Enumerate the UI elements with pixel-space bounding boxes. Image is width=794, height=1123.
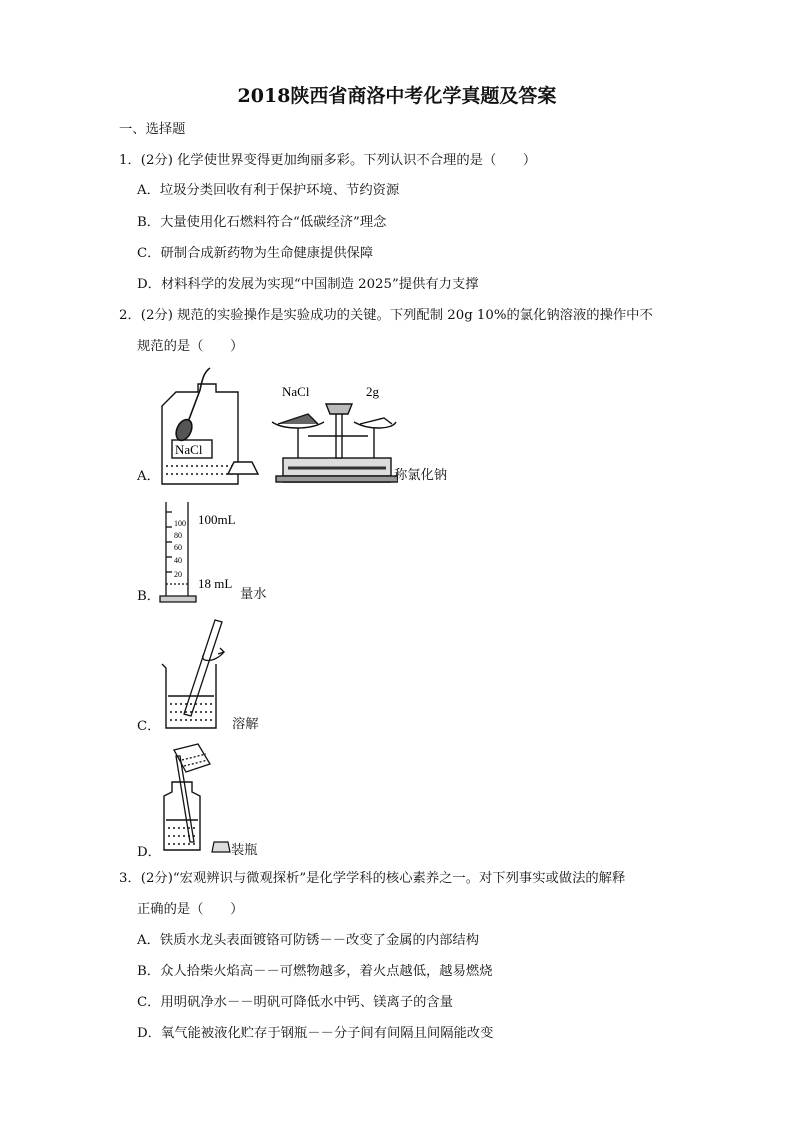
q2-option-c-letter: C． (137, 719, 161, 734)
tick-20: 20 (174, 570, 182, 579)
tick-40: 40 (174, 556, 182, 565)
reagent-bottle-icon (162, 384, 238, 484)
q2-option-d-letter: D． (137, 845, 161, 860)
beaker-stirring-figure (158, 618, 230, 738)
section-heading: 一、选择题 (119, 122, 186, 137)
graduated-cylinder-figure (158, 500, 246, 606)
q2-option-c-caption: 溶解 (232, 717, 259, 732)
q1-option-c: C．研制合成新药物为生命健康提供保障 (137, 246, 374, 261)
graduated-cylinder-icon (160, 502, 196, 602)
cylinder-bottom-label: 18 mL (198, 576, 233, 591)
pan-left-label: NaCl (282, 384, 310, 399)
q1-stem: 1．(2分) 化学使世界变得更加绚丽多彩。下列认识不合理的是（ ） (119, 153, 537, 168)
q3-option-c: C．用明矾净水－－明矾可降低水中钙、镁离子的含量 (137, 995, 454, 1010)
bottle-label: NaCl (175, 442, 203, 457)
spoon-icon (173, 368, 210, 443)
q3-option-a: A．铁质水龙头表面镀铬可防锈－－改变了金属的内部结构 (137, 933, 480, 948)
q2-option-d-caption: 装瓶 (231, 843, 258, 858)
q3-option-b: B．众人拾柴火焰高－－可燃物越多，着火点越低，越易燃烧 (137, 964, 493, 979)
weighing-figure (158, 366, 398, 488)
q2-option-a-letter: A． (137, 469, 160, 484)
balance-icon (272, 404, 398, 482)
q2-option-b-caption: 量水 (240, 587, 267, 602)
pouring-beaker-icon (174, 744, 210, 772)
glass-rod-icon (184, 620, 224, 716)
q1-option-a: A．垃圾分类回收有利于保护环境、节约资源 (137, 183, 400, 198)
q3-stem-line1: 3．(2分)“宏观辨识与微观探析”是化学学科的核心素养之一。对下列事实或做法的解释 (119, 871, 626, 886)
q2-stem-line1: 2．(2分) 规范的实验操作是实验成功的关键。下列配制 20g 10%的氯化钠溶液的操作中不 (119, 308, 653, 323)
page-title: 2018陕西省商洛中考化学真题及答案 (237, 85, 557, 107)
q2-stem-line2: 规范的是（ ） (137, 339, 244, 354)
stopper-icon (212, 842, 230, 852)
q3-option-d: D．氧气能被液化贮存于钢瓶－－分子间有间隔且间隔能改变 (137, 1026, 494, 1041)
tick-100: 100 (174, 519, 186, 528)
q1-option-b: B．大量使用化石燃料符合“低碳经济”理念 (137, 215, 387, 230)
q3-stem-line2: 正确的是（ ） (137, 902, 244, 917)
pouring-figure (158, 742, 234, 860)
stopper-icon (228, 462, 258, 474)
beaker-icon (162, 664, 216, 728)
q2-option-b-letter: B． (137, 589, 161, 604)
tick-60: 60 (174, 543, 182, 552)
q1-option-d: D．材料科学的发展为实现“中国制造 2025”提供有力支撑 (137, 277, 479, 292)
tick-80: 80 (174, 531, 182, 540)
q2-option-a-caption: 称氯化钠 (394, 468, 448, 483)
cylinder-top-label: 100mL (198, 512, 236, 527)
pan-right-label: 2g (366, 384, 379, 399)
